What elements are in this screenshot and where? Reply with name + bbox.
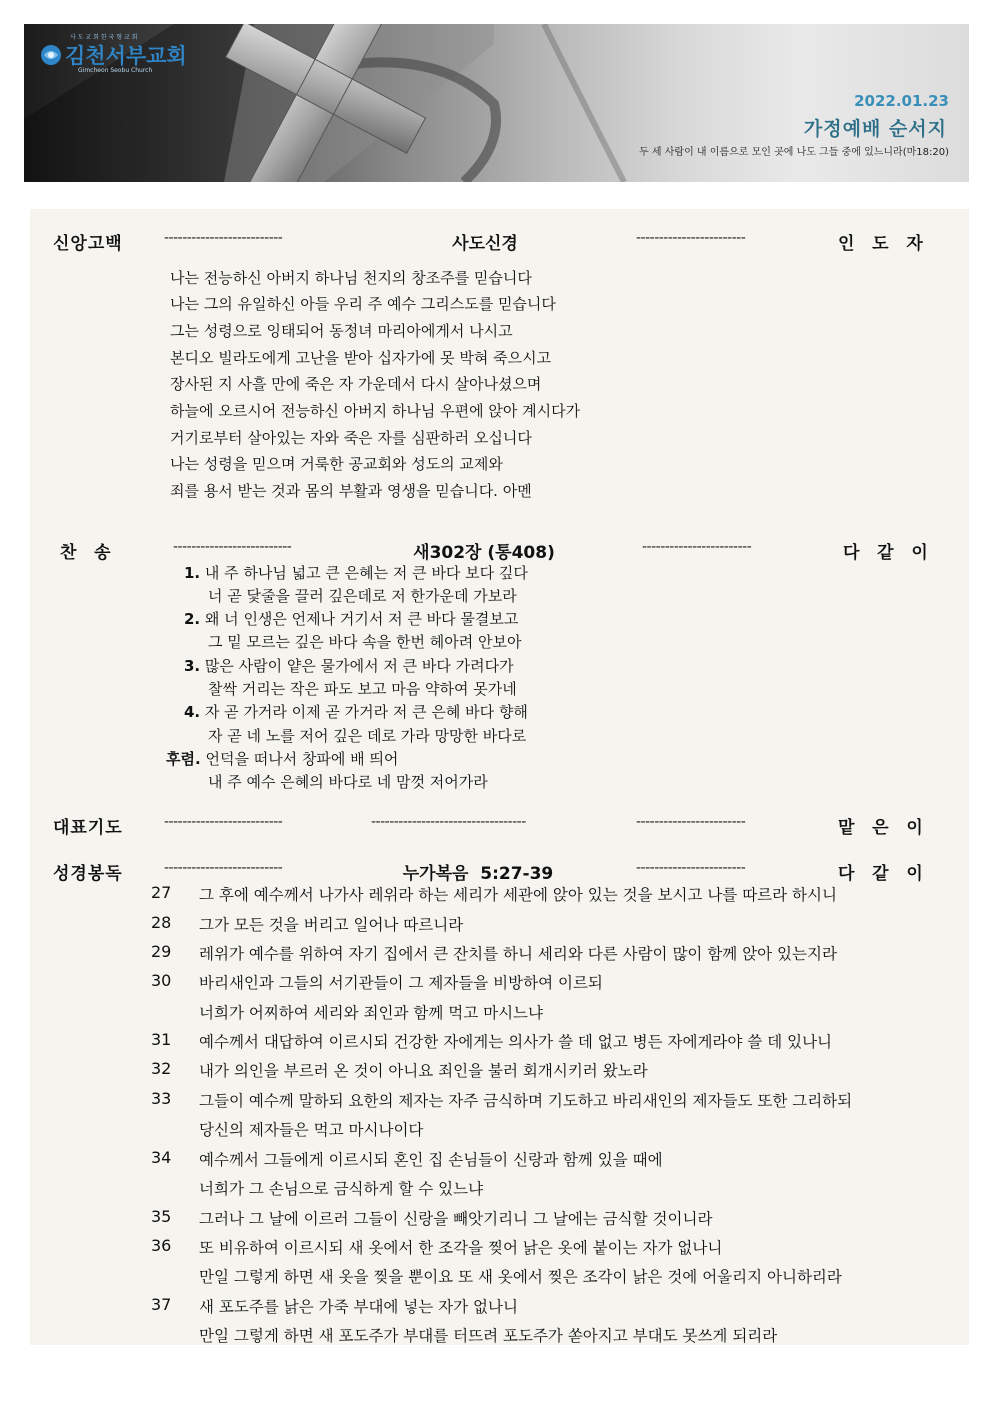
church-logo[interactable] <box>40 34 187 74</box>
creed-line: 나는 그의 유일하신 아들 우리 주 예수 그리스도를 믿습니다 <box>170 295 556 313</box>
hymn-verse-line: 너 곧 닻줄을 끌러 깊은데로 저 한가운데 가보라 <box>208 587 517 605</box>
hymn-verse-line <box>184 562 528 583</box>
verse-number: 4. <box>184 703 201 721</box>
hymn-verse-line: 내 주 예수 은혜의 바다로 네 맘껏 저어가라 <box>208 773 488 791</box>
header-banner <box>24 24 969 182</box>
verse-number: 3. <box>184 657 201 675</box>
verse-number: 1. <box>184 564 201 582</box>
verse-number: 2. <box>184 610 201 628</box>
section-leader: 맡 은 이 <box>838 818 923 838</box>
creed-line: 그는 성령으로 잉태되어 동정녀 마리아에게서 나시고 <box>170 322 513 340</box>
verse-text: 당신의 제자들은 먹고 마시나이다 <box>199 1121 424 1139</box>
verse-text: 내가 의인을 부르러 온 것이 아니요 죄인을 불러 회개시키러 왔노라 <box>199 1062 648 1080</box>
lyric-text: 자 곧 가거라 이제 곧 가거라 저 큰 은혜 바다 향해 <box>204 703 528 721</box>
verse-text: 그러나 그 날에 이르러 그들이 신랑을 빼앗기리니 그 날에는 금식할 것이니라 <box>199 1210 713 1228</box>
lyric-text: 왜 너 인생은 언제나 거기서 저 큰 바다 물결보고 <box>204 610 519 628</box>
bulletin-title: 가정예배 순서지 <box>803 118 947 140</box>
verse-text: 만일 그렇게 하면 새 옷을 찢을 뿐이요 또 새 옷에서 찢은 조각이 낡은 것에 어울리지 아니하리라 <box>199 1268 842 1286</box>
dash-separator: -------------------------- <box>164 230 283 246</box>
verse-text: 그가 모든 것을 버리고 일어나 따르니라 <box>199 916 464 934</box>
hymn-verse-line <box>184 701 528 722</box>
lyric-text: 많은 사람이 얕은 물가에서 저 큰 바다 가려다가 <box>204 657 514 675</box>
dash-separator: ------------------------ <box>636 860 746 876</box>
dash-separator: ------------------------ <box>636 814 746 830</box>
church-name: 김천서부교회 <box>65 44 187 68</box>
verse-text: 너희가 그 손님으로 금식하게 할 수 있느냐 <box>199 1180 484 1198</box>
verse-number: 31 <box>151 1030 172 1049</box>
verse-text: 새 포도주를 낡은 가죽 부대에 넣는 자가 없나니 <box>199 1298 518 1316</box>
dash-separator: ------------------------ <box>636 230 746 246</box>
creed-line: 본디오 빌라도에게 고난을 받아 십자가에 못 박혀 죽으시고 <box>170 349 552 367</box>
hymn-verse-line: 자 곧 네 노를 저어 깊은 데로 가라 망망한 바다로 <box>208 727 527 745</box>
dash-separator: -------------------------- <box>173 539 292 555</box>
verse-text: 너희가 어찌하여 세리와 죄인과 함께 먹고 마시느냐 <box>199 1004 543 1022</box>
verse-text: 바리새인과 그들의 서기관들이 그 제자들을 비방하여 이르되 <box>199 974 603 992</box>
verse-text: 그들이 예수께 말하되 요한의 제자는 자주 금식하며 기도하고 바리새인의 제자들도 또한 그리하되 <box>199 1092 853 1110</box>
section-title: 새302장 (통408) <box>413 543 555 563</box>
service-date: 2022.01.23 <box>854 92 949 110</box>
hymn-verse-line: 그 밑 모르는 깊은 바다 속을 한번 헤아려 안보아 <box>208 633 522 651</box>
creed-line: 거기로부터 살아있는 자와 죽은 자를 심판하러 오십니다 <box>170 429 532 447</box>
verse-text: 예수께서 대답하여 이르시되 건강한 자에게는 의사가 쓸 데 없고 병든 자에게라야 쓸 데 있나니 <box>199 1033 833 1051</box>
creed-line: 장사된 지 사흘 만에 죽은 자 가운데서 다시 살아나셨으며 <box>170 375 542 393</box>
creed-line: 나는 전능하신 아버지 하나님 천지의 창조주를 믿습니다 <box>170 269 532 287</box>
verse-number: 34 <box>151 1148 172 1167</box>
hymn-verse-line <box>184 608 518 629</box>
verse-text: 예수께서 그들에게 이르시되 혼인 집 손님들이 신랑과 함께 있을 때에 <box>199 1151 663 1169</box>
section-title: ---------------------------------- <box>371 814 526 830</box>
verse-number: 36 <box>151 1236 172 1255</box>
creed-line: 하늘에 오르시어 전능하신 아버지 하나님 우편에 앉아 계시다가 <box>170 402 581 420</box>
creed-line: 죄를 용서 받는 것과 몸의 부활과 영생을 믿습니다. 아멘 <box>170 482 532 500</box>
hymn-verse-line <box>166 748 398 769</box>
verse-text: 그 후에 예수께서 나가사 레위라 하는 세리가 세관에 앉아 있는 것을 보시고 나를 따르라 하시니 <box>199 886 837 904</box>
verse-number: 후렴. <box>166 750 201 768</box>
dash-separator: ------------------------ <box>642 539 752 555</box>
verse-text: 만일 그렇게 하면 새 포도주가 부대를 터뜨려 포도주가 쏟아지고 부대도 못쓰게 되리라 <box>199 1327 778 1345</box>
verse-text: 레위가 예수를 위하여 자기 집에서 큰 잔치를 하니 세리와 다른 사람이 많이 함께 앉아 있는지라 <box>199 945 837 963</box>
section-label: 찬 송 <box>60 543 111 563</box>
section-title: 누가복음 5:27-39 <box>402 864 554 884</box>
header-verse: 두 세 사람이 내 이름으로 모인 곳에 나도 그들 중에 있느니라(마18:20) <box>639 147 949 158</box>
section-label: 신앙고백 <box>53 234 123 254</box>
verse-number: 27 <box>151 883 172 902</box>
lyric-text: 내 주 하나님 넓고 큰 은혜는 저 큰 바다 보다 깊다 <box>204 564 528 582</box>
hymn-verse-line <box>184 655 514 676</box>
verse-number: 35 <box>151 1207 172 1226</box>
hymn-verse-line: 찰싹 거리는 작은 파도 보고 마음 약하여 못가네 <box>208 680 517 698</box>
verse-number: 29 <box>151 942 172 961</box>
church-tagline: 사 도 교 회 한 국 형 교 회 <box>70 34 138 41</box>
creed-line: 나는 성령을 믿으며 거룩한 공교회와 성도의 교제와 <box>170 455 503 473</box>
verse-number: 30 <box>151 971 172 990</box>
globe-icon <box>40 44 62 66</box>
section-leader: 인 도 자 <box>838 234 923 254</box>
verse-number: 37 <box>151 1295 172 1314</box>
section-label: 대표기도 <box>53 818 123 838</box>
section-label: 성경봉독 <box>53 864 123 884</box>
section-leader: 다 같 이 <box>843 543 928 563</box>
section-leader: 다 같 이 <box>838 864 923 884</box>
church-english-name: Gimcheon Seobu Church <box>78 67 153 74</box>
section-title: 사도신경 <box>452 234 518 254</box>
dash-separator: -------------------------- <box>164 860 283 876</box>
lyric-text: 언덕을 떠나서 창파에 배 띄어 <box>205 750 399 768</box>
dash-separator: -------------------------- <box>164 814 283 830</box>
verse-number: 28 <box>151 913 172 932</box>
verse-number: 32 <box>151 1059 172 1078</box>
verse-text: 또 비유하여 이르시되 새 옷에서 한 조각을 찢어 낡은 옷에 붙이는 자가 없나니 <box>199 1239 723 1257</box>
verse-number: 33 <box>151 1089 172 1108</box>
